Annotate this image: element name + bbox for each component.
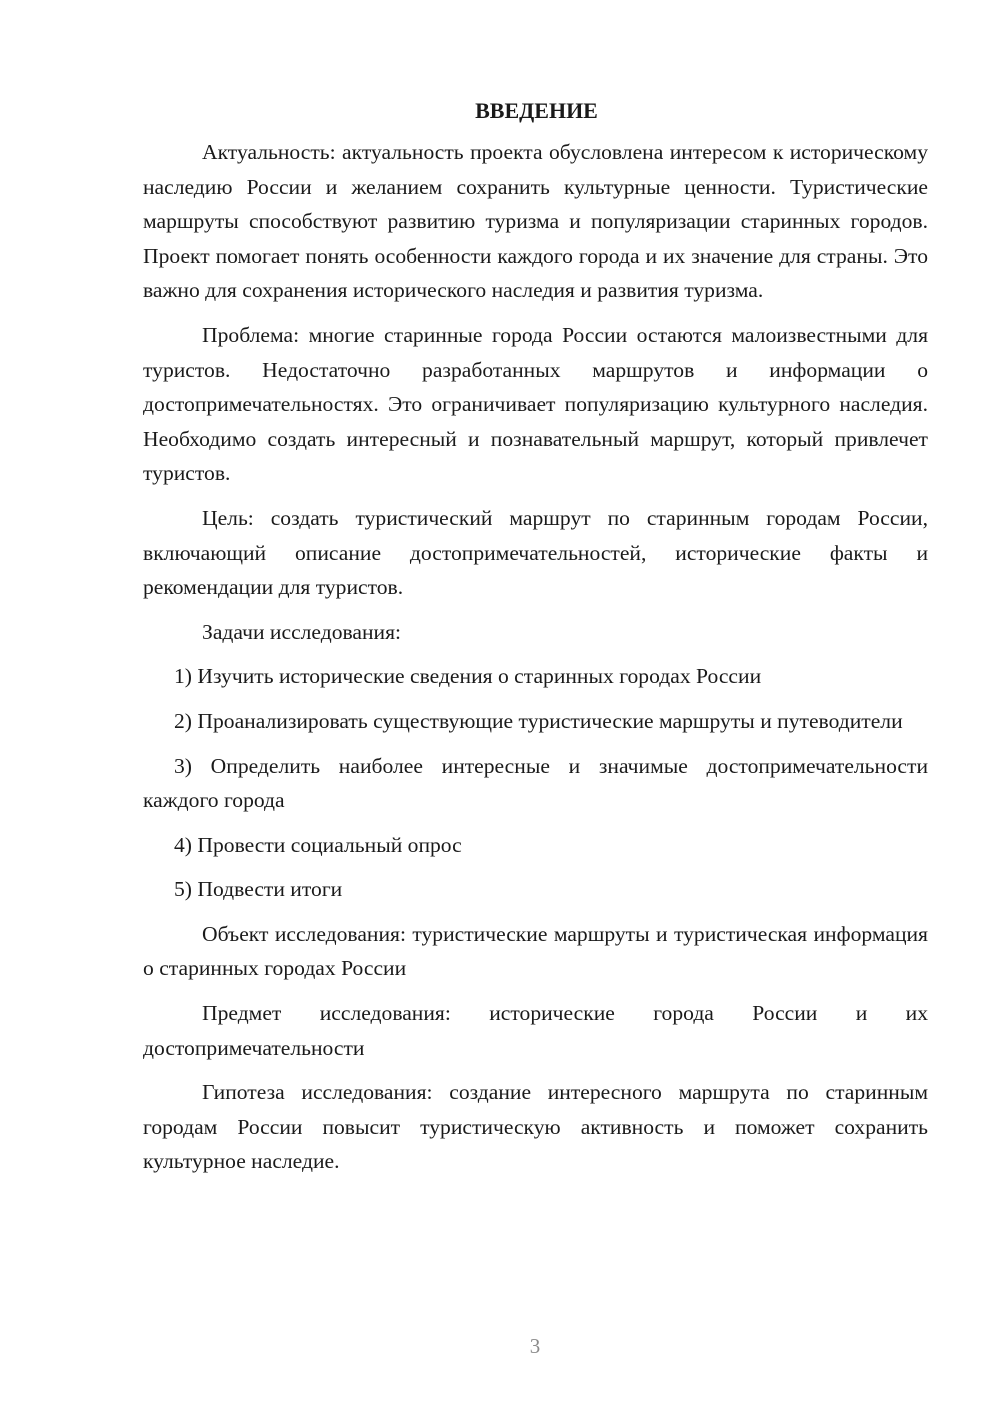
document-page: [143, 96, 928, 1189]
task-item-5: 5) Подвести итоги: [174, 877, 343, 902]
task-item-4: 4) Провести социальный опрос: [174, 832, 462, 857]
task-item-1: 1) Изучить исторические сведения о старинных городах России: [174, 664, 762, 689]
document-title: ВВЕДЕНИЕ: [475, 98, 598, 123]
task-item-2: 2) Проанализировать существующие туристические маршруты и путеводители: [174, 708, 903, 733]
paragraph-relevance: Актуальность: актуальность проекта обусловлена интересом к историческому наследию России и желанием сохранить культурные ценности. Туристические маршруты способствуют развитию туризма и популяризации старинных городов. Проект помогает понять особенности каждого города и их значение для страны. Это важно для сохранения исторического наследия и развития туризма.: [143, 140, 928, 303]
task-item-3: 3) Определить наиболее интересные и значимые достопримечательности каждого города: [143, 753, 928, 813]
paragraph-subject: Предмет исследования: исторические города России и их достопримечательности: [143, 1001, 928, 1060]
paragraph-goal: Цель: создать туристический маршрут по старинным городам России, включающий описание достопримечательностей, исторические факты и рекомендации для туристов.: [143, 505, 928, 600]
page-number: 3: [529, 1334, 541, 1358]
paragraph-tasks-heading: Задачи исследования:: [202, 619, 402, 644]
paragraph-hypothesis: Гипотеза исследования: создание интересного маршрута по старинным городам России повысит туристическую активность и поможет сохранить культурное наследие.: [143, 1080, 928, 1174]
paragraph-problem: Проблема: многие старинные города России остаются малоизвестными для туристов. Недостаточно разработанных маршрутов и информации о достопримечательностях. Это ограничивает популяризацию культурного наследия. Необходимо создать интересный и познавательный маршрут, который привлечет туристов.: [143, 322, 928, 486]
paragraph-object: Объект исследования: туристические маршруты и туристическая информация о старинных городах России: [143, 921, 928, 981]
